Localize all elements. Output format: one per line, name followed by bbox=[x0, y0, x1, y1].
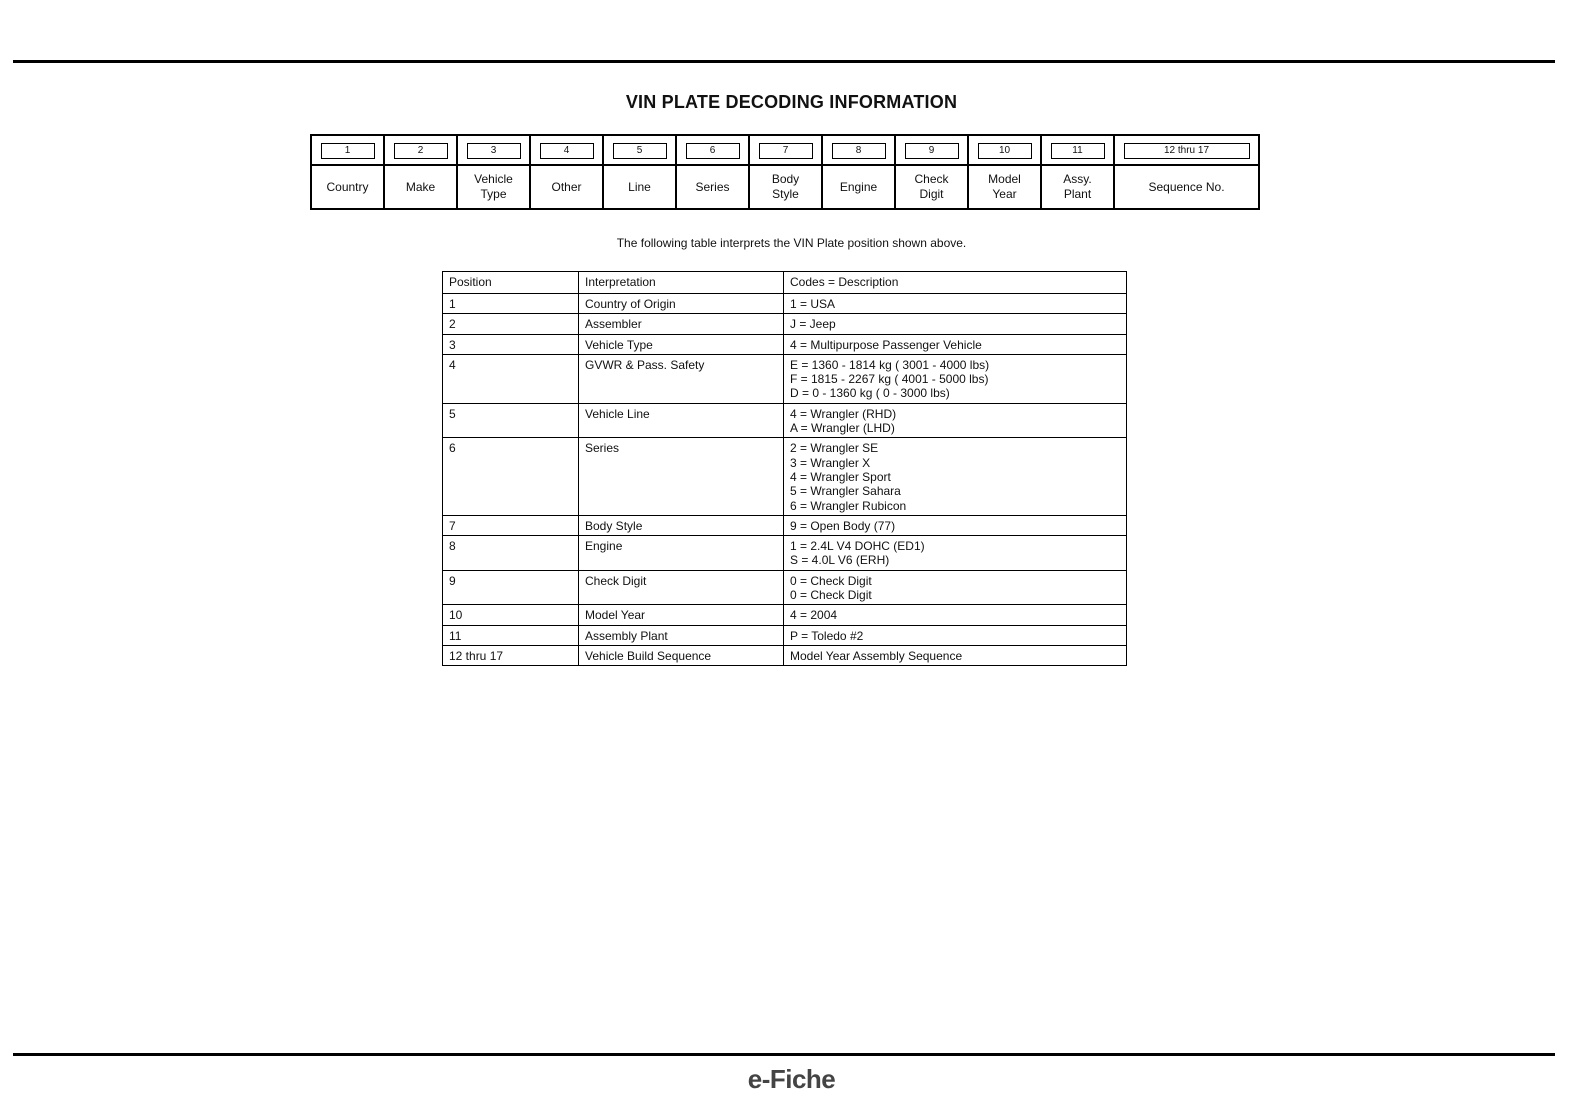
codes-cell bbox=[784, 294, 1127, 314]
code-line: 0 = Check Digit bbox=[790, 588, 872, 603]
code-line: A = Wrangler (LHD) bbox=[790, 421, 895, 436]
vin-label-text: Vehicle bbox=[474, 172, 513, 186]
code-line: 0 = Check Digit bbox=[790, 573, 872, 588]
vin-label-cell bbox=[749, 165, 822, 209]
code-line: J = Jeep bbox=[790, 317, 836, 332]
vin-label-cell bbox=[1114, 165, 1259, 209]
table-row bbox=[443, 625, 1127, 645]
codes-cell bbox=[784, 625, 1127, 645]
position-cell: 7 bbox=[443, 515, 579, 535]
vin-position-number: 8 bbox=[832, 143, 886, 159]
vin-label-text: Year bbox=[992, 187, 1017, 201]
vin-label-text: Sequence No. bbox=[1148, 179, 1225, 194]
interpretation-cell: Assembly Plant bbox=[579, 625, 784, 645]
decode-table bbox=[442, 271, 1127, 666]
position-cell: 6 bbox=[443, 438, 579, 515]
position-cell: 3 bbox=[443, 334, 579, 354]
position-cell: 11 bbox=[443, 625, 579, 645]
position-cell: 5 bbox=[443, 403, 579, 438]
vin-label-cell bbox=[457, 165, 530, 209]
vin-label-cell bbox=[1041, 165, 1114, 209]
vin-label-text: Engine bbox=[839, 179, 878, 194]
vin-label-cell bbox=[311, 165, 384, 209]
interpretation-cell: Vehicle Build Sequence bbox=[579, 645, 784, 665]
vin-label-cell bbox=[968, 165, 1041, 209]
position-cell: 9 bbox=[443, 570, 579, 605]
vin-position-number: 4 bbox=[540, 143, 594, 159]
vin-label-cell bbox=[676, 165, 749, 209]
table-row bbox=[443, 536, 1127, 571]
interpretation-cell: Check Digit bbox=[579, 570, 784, 605]
vin-position-cell bbox=[457, 135, 530, 165]
vin-position-number: 11 bbox=[1051, 143, 1105, 159]
vin-label-text: Series bbox=[695, 179, 730, 194]
code-line: 2 = Wrangler SE bbox=[790, 441, 879, 456]
code-line: 9 = Open Body (77) bbox=[790, 518, 896, 533]
vin-label-row bbox=[311, 165, 1259, 209]
interpretation-cell: Body Style bbox=[579, 515, 784, 535]
vin-label-text: Other bbox=[551, 179, 582, 194]
codes-cell bbox=[784, 645, 1127, 665]
table-row bbox=[443, 354, 1127, 403]
codes-cell bbox=[784, 334, 1127, 354]
position-cell: 1 bbox=[443, 294, 579, 314]
code-line: F = 1815 - 2267 kg ( 4001 - 5000 lbs) bbox=[790, 372, 989, 387]
vin-position-cell bbox=[822, 135, 895, 165]
vin-label-text: Check bbox=[914, 172, 949, 186]
vin-position-cell bbox=[676, 135, 749, 165]
interpretation-cell: Engine bbox=[579, 536, 784, 571]
vin-position-cell bbox=[603, 135, 676, 165]
header-interpretation: Interpretation bbox=[579, 272, 784, 294]
vin-position-cell bbox=[384, 135, 457, 165]
table-row bbox=[443, 294, 1127, 314]
vin-position-number: 6 bbox=[686, 143, 740, 159]
vin-position-cell bbox=[895, 135, 968, 165]
interpretation-cell: Vehicle Line bbox=[579, 403, 784, 438]
interpretation-cell: Assembler bbox=[579, 314, 784, 334]
vin-label-text: Country bbox=[326, 179, 369, 194]
codes-cell bbox=[784, 354, 1127, 403]
code-line: 6 = Wrangler Rubicon bbox=[790, 498, 907, 513]
table-row bbox=[443, 334, 1127, 354]
codes-cell bbox=[784, 515, 1127, 535]
vin-label-text: Body bbox=[771, 172, 800, 186]
vin-position-cell bbox=[1041, 135, 1114, 165]
vin-position-cell bbox=[968, 135, 1041, 165]
vin-label-cell bbox=[603, 165, 676, 209]
vin-label-text: Line bbox=[628, 179, 651, 194]
vin-label-text: Assy. bbox=[1063, 172, 1092, 186]
vin-position-cell bbox=[530, 135, 603, 165]
vin-label-cell bbox=[822, 165, 895, 209]
table-row bbox=[443, 570, 1127, 605]
table-row bbox=[443, 605, 1127, 625]
interpretation-cell: Series bbox=[579, 438, 784, 515]
position-cell: 12 thru 17 bbox=[443, 645, 579, 665]
table-row bbox=[443, 403, 1127, 438]
vin-position-cell bbox=[1114, 135, 1259, 165]
code-line: D = 0 - 1360 kg ( 0 - 3000 lbs) bbox=[790, 386, 950, 401]
vin-label-cell bbox=[384, 165, 457, 209]
vin-position-cell bbox=[749, 135, 822, 165]
page-title: VIN PLATE DECODING INFORMATION bbox=[625, 92, 958, 112]
code-line: 4 = Wrangler (RHD) bbox=[790, 406, 897, 421]
header-position: Position bbox=[443, 272, 579, 294]
code-line: Model Year Assembly Sequence bbox=[790, 648, 963, 663]
vin-plate-diagram bbox=[310, 134, 1260, 210]
vin-position-cell bbox=[311, 135, 384, 165]
bottom-rule bbox=[13, 1053, 1555, 1056]
table-row bbox=[443, 515, 1127, 535]
intro-text: The following table interprets the VIN Plate position shown above. bbox=[616, 236, 967, 250]
vin-label-text: Digit bbox=[919, 187, 944, 201]
position-cell: 4 bbox=[443, 354, 579, 403]
table-row bbox=[443, 645, 1127, 665]
code-line: E = 1360 - 1814 kg ( 3001 - 4000 lbs) bbox=[790, 357, 990, 372]
top-rule bbox=[13, 60, 1555, 63]
code-line: 1 = USA bbox=[790, 297, 836, 311]
position-cell: 8 bbox=[443, 536, 579, 571]
vin-position-number: 9 bbox=[905, 143, 959, 159]
code-line: S = 4.0L V6 (ERH) bbox=[790, 553, 890, 568]
position-cell: 2 bbox=[443, 314, 579, 334]
vin-label-text: Plant bbox=[1063, 187, 1092, 201]
decode-table-header bbox=[443, 272, 1127, 294]
vin-position-number: 3 bbox=[467, 143, 521, 159]
position-cell: 10 bbox=[443, 605, 579, 625]
header-codes: Codes = Description bbox=[784, 272, 1127, 294]
vin-position-row bbox=[311, 135, 1259, 165]
interpretation-cell: Country of Origin bbox=[579, 294, 784, 314]
code-line: 4 = Wrangler Sport bbox=[790, 469, 891, 484]
codes-cell bbox=[784, 605, 1127, 625]
vin-position-number: 7 bbox=[759, 143, 813, 159]
codes-cell bbox=[784, 314, 1127, 334]
codes-cell bbox=[784, 403, 1127, 438]
vin-position-number: 10 bbox=[978, 143, 1032, 159]
codes-cell bbox=[784, 438, 1127, 515]
interpretation-cell: GVWR & Pass. Safety bbox=[579, 354, 784, 403]
vin-label-text: Style bbox=[772, 187, 799, 201]
vin-label-text: Type bbox=[480, 187, 507, 201]
vin-label-cell bbox=[530, 165, 603, 209]
code-line: 1 = 2.4L V4 DOHC (ED1) bbox=[790, 539, 925, 554]
interpretation-cell: Model Year bbox=[579, 605, 784, 625]
vin-position-number: 1 bbox=[321, 143, 375, 159]
vin-position-number: 12 thru 17 bbox=[1124, 143, 1250, 159]
efiche-logo: e-Fiche bbox=[747, 1064, 836, 1094]
vin-label-cell bbox=[895, 165, 968, 209]
vin-position-number: 5 bbox=[613, 143, 667, 159]
table-row bbox=[443, 438, 1127, 515]
vin-position-number: 2 bbox=[394, 143, 448, 159]
code-line: 4 = Multipurpose Passenger Vehicle bbox=[790, 337, 982, 352]
code-line: P = Toledo #2 bbox=[790, 628, 864, 643]
code-line: 4 = 2004 bbox=[790, 608, 838, 623]
code-line: 3 = Wrangler X bbox=[790, 455, 871, 470]
code-line: 5 = Wrangler Sahara bbox=[790, 484, 901, 499]
codes-cell bbox=[784, 536, 1127, 571]
vin-label-text: Model bbox=[988, 172, 1021, 186]
table-row bbox=[443, 314, 1127, 334]
interpretation-cell: Vehicle Type bbox=[579, 334, 784, 354]
vin-label-text: Make bbox=[405, 179, 436, 194]
codes-cell bbox=[784, 570, 1127, 605]
